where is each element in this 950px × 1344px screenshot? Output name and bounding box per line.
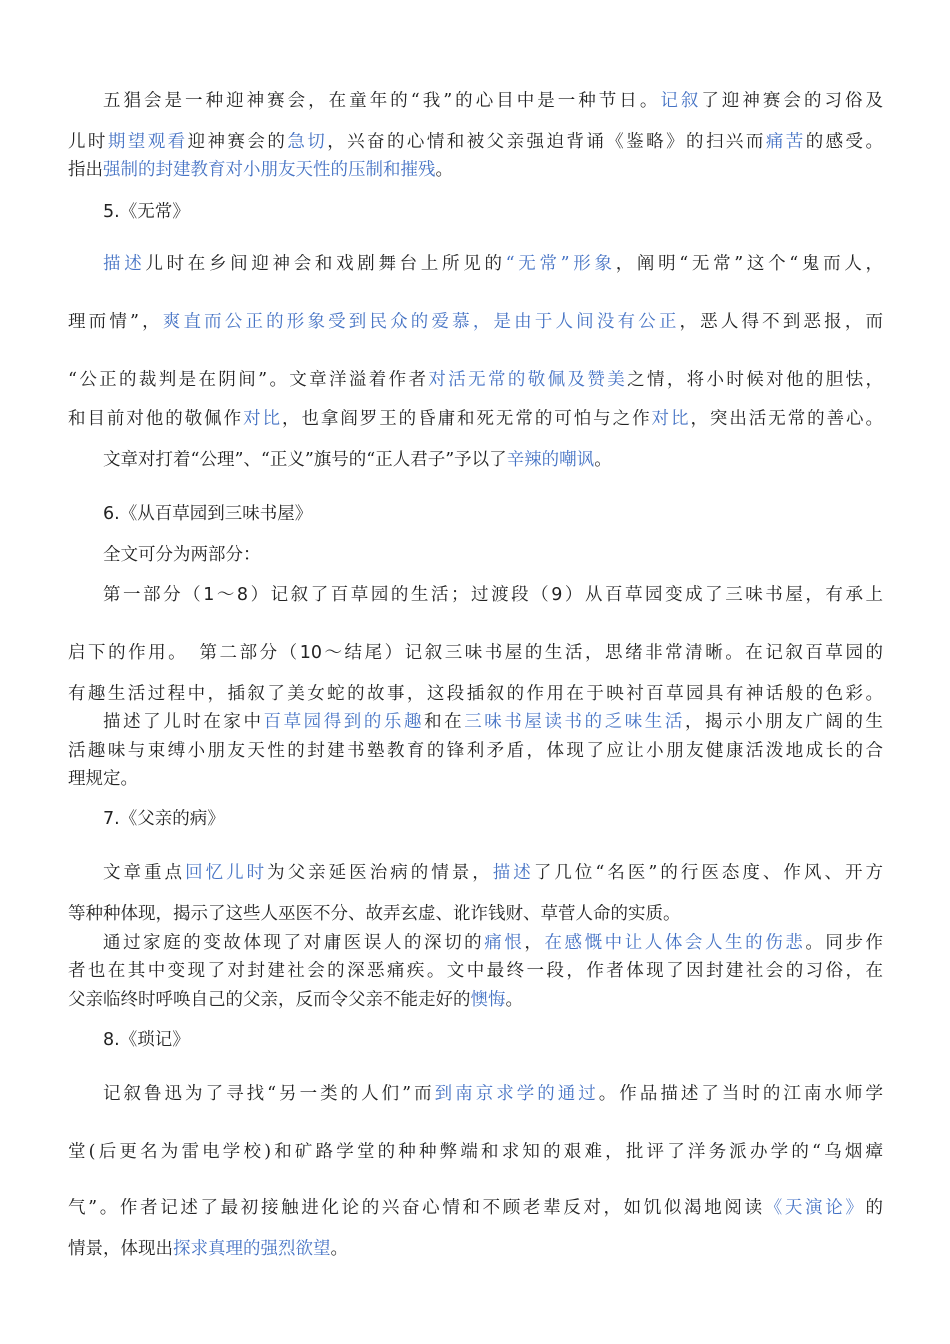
text-line: [68, 406, 883, 432]
text-line: [103, 251, 883, 277]
highlighted-text: 《天演论》: [764, 1198, 866, 1218]
section-number: 6.: [103, 504, 120, 524]
text-line: [103, 709, 883, 735]
text-run: 记叙鲁迅为了寻找“另一类的人们”而: [103, 1084, 435, 1104]
text-run: 《琐记》: [119, 1030, 190, 1050]
text-line: [103, 1027, 883, 1053]
text-line: [68, 309, 883, 335]
highlighted-text: 爽直而公正的形象受到民众的爱慕，是由于人间没有公正: [162, 312, 680, 332]
text-run: 。作品描述了当时的江南水师学: [598, 1084, 883, 1104]
text-run: 理规定。: [68, 769, 138, 789]
text-run: 。: [594, 450, 612, 470]
text-line: [68, 901, 883, 927]
text-run: ，突出活无常的善心。: [690, 409, 884, 429]
text-line: [103, 1081, 883, 1107]
text-run: )和矿路学堂的种种弊端和求知的艰难，批评了洋务派办学的“乌烟瘴: [264, 1142, 884, 1162]
text-line: [68, 681, 883, 707]
text-run: “公正的裁判是在阴间”。文章洋溢着作者: [68, 370, 429, 390]
text-line: [103, 860, 883, 886]
text-run: 为父亲延医治病的情景，: [267, 863, 493, 883]
text-run: ，恶人得不到恶报，而: [679, 312, 884, 332]
text-run: 堂(: [68, 1142, 96, 1162]
text-run: 儿时在乡间迎神会和戏剧舞台上所见的: [145, 254, 506, 274]
text-run: 了迎神赛会的习俗及: [701, 91, 883, 111]
text-run: 父亲临终时呼唤自己的父亲，反而令父亲不能走好的: [68, 990, 471, 1010]
highlighted-text: 三味书屋读书的乏味生活: [464, 712, 685, 732]
text-run: 文章重点: [103, 863, 186, 883]
text-line: [68, 640, 883, 666]
text-line: [68, 987, 883, 1013]
text-line: [68, 129, 883, 155]
highlighted-text: 在感慨中让人体会人生的伤悲: [544, 933, 806, 953]
text-line: [103, 501, 883, 527]
text-line: [68, 1236, 883, 1262]
highlighted-text: 痛苦: [765, 132, 806, 152]
text-run: 。同步作: [805, 933, 884, 953]
section-number: 8.: [103, 1030, 120, 1050]
section-number: 9: [551, 585, 563, 605]
text-line: [68, 367, 883, 393]
highlighted-text: 急切: [287, 132, 328, 152]
text-run: 《从百草园到三味书屋》: [119, 504, 313, 524]
text-run: 之情，将小时候对他的胆怯，: [627, 370, 883, 390]
text-run: 和在: [424, 712, 465, 732]
text-run: ，阐明“无常”这个“鬼而人，: [615, 254, 884, 274]
text-run: 迎神赛会的: [187, 132, 288, 152]
text-run: ）记叙了百草园的生活；过渡段（: [248, 585, 552, 605]
highlighted-text: 对比: [243, 409, 282, 429]
highlighted-text: “无常”形象: [505, 254, 616, 274]
highlighted-text: 到南京求学的通过: [434, 1084, 599, 1104]
text-run: 启下的作用。 第二部分（: [68, 643, 300, 663]
text-run: 描述了儿时在家中: [103, 712, 264, 732]
text-run: ，: [524, 933, 545, 953]
text-line: [103, 582, 883, 608]
text-line: [103, 930, 883, 956]
text-line: [68, 157, 883, 183]
highlighted-text: 痛恨: [484, 933, 525, 953]
text-run: 。: [330, 1239, 348, 1259]
text-run: 的: [865, 1198, 884, 1218]
text-run: 理而情”，: [68, 312, 163, 332]
text-run: 的感受。: [805, 132, 883, 152]
text-line: [103, 542, 883, 568]
text-line: [68, 1139, 883, 1165]
highlighted-text: 描述: [492, 863, 534, 883]
highlighted-text: 记叙: [660, 91, 702, 111]
text-run: 气”。作者记述了最初接触进化论的兴奋心情和不顾老辈反对，如饥似渴地阅读: [68, 1198, 765, 1218]
text-line: [68, 1195, 883, 1221]
highlighted-text: 辛辣的嘲讽: [506, 450, 595, 470]
highlighted-text: 探求真理的强烈欲望: [173, 1239, 331, 1259]
text-run: 等种种体现，揭示了这些人巫医不分、故弄玄虚、讹诈钱财、草菅人命的实质。: [68, 904, 681, 924]
highlighted-text: 强制的封建教育对小朋友天性的压制和摧残: [103, 160, 436, 180]
section-number: 5.: [103, 202, 120, 222]
text-line: [68, 766, 883, 792]
highlighted-text: 对比: [651, 409, 691, 429]
text-run: 者也在其中变现了对封建社会的深恶痛疾。文中最终一段，作者体现了因封建社会的习俗，在: [68, 961, 883, 981]
text-run: 活趣味与束缚小朋友天性的封建书塾教育的锋利矛盾，体现了应让小朋友健康活泼地成长的合: [68, 741, 883, 761]
text-run: 全文可分为两部分：: [103, 545, 261, 565]
section-number: 10: [299, 643, 322, 663]
text-line: [103, 447, 883, 473]
text-run: 《无常》: [119, 202, 190, 222]
text-run: 儿时: [68, 132, 108, 152]
text-run: 和目前对他的敬佩作: [68, 409, 244, 429]
text-run: 。: [435, 160, 453, 180]
text-run: 文章对打着“公理”、“正义”旗号的“正人君子”予以了: [103, 450, 507, 470]
text-run: 后更名为雷电学校: [95, 1142, 265, 1162]
text-run: 第一部分（: [103, 585, 204, 605]
text-run: 《父亲的病》: [119, 809, 225, 829]
text-line: [103, 88, 883, 114]
text-run: 五猖会是一种迎神赛会，在童年的“我”的心目中是一种节日。: [103, 91, 661, 111]
text-run: ，兴奋的心情和被父亲强迫背诵《鉴略》的扫兴而: [327, 132, 766, 152]
text-run: 通过家庭的变故体现了对庸医误人的深切的: [103, 933, 485, 953]
text-run: 指出: [68, 160, 103, 180]
text-line: [68, 958, 883, 984]
text-line: [103, 806, 883, 832]
text-run: ）从百草园变成了三味书屋，有承上: [562, 585, 884, 605]
text-run: 情景，体现出: [68, 1239, 173, 1259]
highlighted-text: 描述: [103, 254, 146, 274]
text-run: ，也拿阎罗王的昏庸和死无常的可怕与之作: [281, 409, 652, 429]
text-line: [68, 738, 883, 764]
text-line: [103, 199, 883, 225]
text-run: 了几位“名医”的行医态度、作风、开方: [533, 863, 883, 883]
text-run: 有趣生活过程中，插叙了美女蛇的故事，这段插叙的作用在于映衬百草园具有神话般的色彩。: [68, 684, 883, 704]
highlighted-text: 期望观看: [107, 132, 188, 152]
highlighted-text: 回忆儿时: [185, 863, 268, 883]
highlighted-text: 百草园得到的乐趣: [263, 712, 425, 732]
section-number: 1～8: [203, 585, 249, 605]
text-run: 。: [505, 990, 523, 1010]
text-run: ，揭示小朋友广阔的生: [684, 712, 884, 732]
text-run: ～结尾）记叙三味书屋的生活，思绪非常清晰。在记叙百草园的: [321, 643, 884, 663]
highlighted-text: 懊悔: [470, 990, 506, 1010]
section-number: 7.: [103, 809, 120, 829]
highlighted-text: 对活无常的敬佩及赞美: [428, 370, 628, 390]
